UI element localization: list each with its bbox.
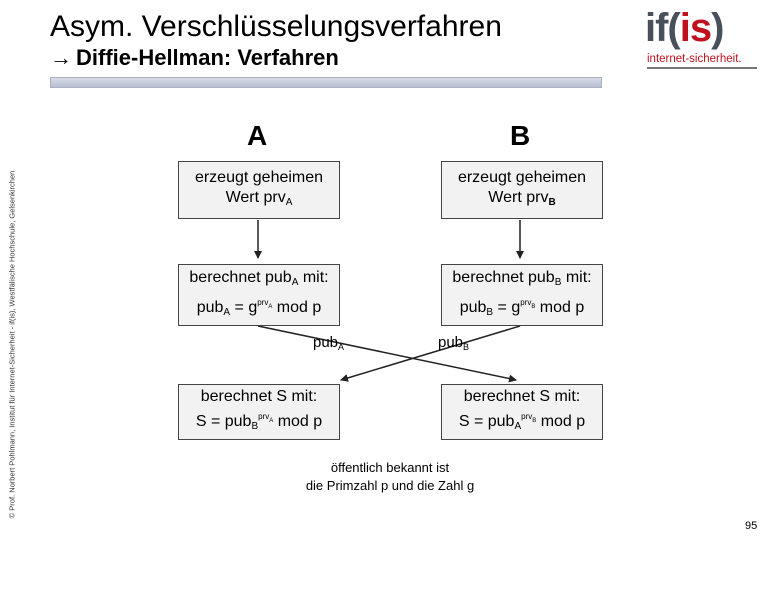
a-step3-formula: S = pub$_B^{prv_A}$ mod p xyxy=(195,412,323,432)
logo-text-is: is xyxy=(679,6,712,50)
a-compute-public-box xyxy=(178,264,340,326)
party-a-heading: A xyxy=(247,120,268,151)
a-compute-secret-box xyxy=(178,384,340,440)
page-number: 95 xyxy=(745,520,758,532)
arrow-pub-a-to-b xyxy=(258,326,516,380)
a-step2-formula: $pub_A = g^{prv_A}$ mod p xyxy=(196,297,322,318)
a-step3-line1: berechnet S mit: xyxy=(200,388,318,405)
a-step2-line1: berechnet pub$_A$ mit: xyxy=(189,268,329,288)
logo-text-close: ) xyxy=(711,6,724,50)
b-step2-line1: berechnet pub$_B$ mit: xyxy=(452,268,592,288)
b-step3-formula: S = pub$_A^{prv_B}$ mod p xyxy=(458,412,586,432)
pub-b-label: pub$_B$ xyxy=(438,334,470,352)
slide-title: Asym. Verschlüsselungsverfahren xyxy=(50,10,502,43)
b-step2-formula: $pub_B = g^{prv_B}$ mod p xyxy=(459,297,585,318)
pub-a-label: pub$_A$ xyxy=(313,334,345,352)
public-parameters-note xyxy=(290,459,490,495)
arrow-pub-b-to-a xyxy=(341,326,520,380)
b-compute-public-box xyxy=(441,264,603,326)
subtitle-text: Diffie-Hellman: Verfahren xyxy=(76,45,339,70)
logo-text-if: if( xyxy=(645,6,680,50)
arrow-right-icon: → xyxy=(50,45,72,70)
copyright-side-note: © Prof. Norbert Pohlmann, Institut für Internet-Sicherheit - if(is), Westfälische Hochschule, Gelsenkirchen xyxy=(7,170,17,519)
b-step3-line1: berechnet S mit: xyxy=(463,388,581,405)
note-line2: die Primzahl p und die Zahl g xyxy=(305,478,475,493)
a-step1-line2: Wert prv$_A$ xyxy=(225,188,293,208)
b-step1-line1: erzeugt geheimen xyxy=(457,168,587,186)
b-step1-line2: Wert prv$_B$ xyxy=(488,188,556,208)
a-step1-line1: erzeugt geheimen xyxy=(194,168,324,186)
party-b-heading: B xyxy=(510,120,531,151)
b-generate-secret-box xyxy=(441,161,603,219)
logo-tagline: internet-sicherheit. xyxy=(647,53,742,65)
note-line1: öffentlich bekannt ist xyxy=(330,460,450,475)
a-generate-secret-box xyxy=(178,161,340,219)
b-compute-secret-box xyxy=(441,384,603,440)
